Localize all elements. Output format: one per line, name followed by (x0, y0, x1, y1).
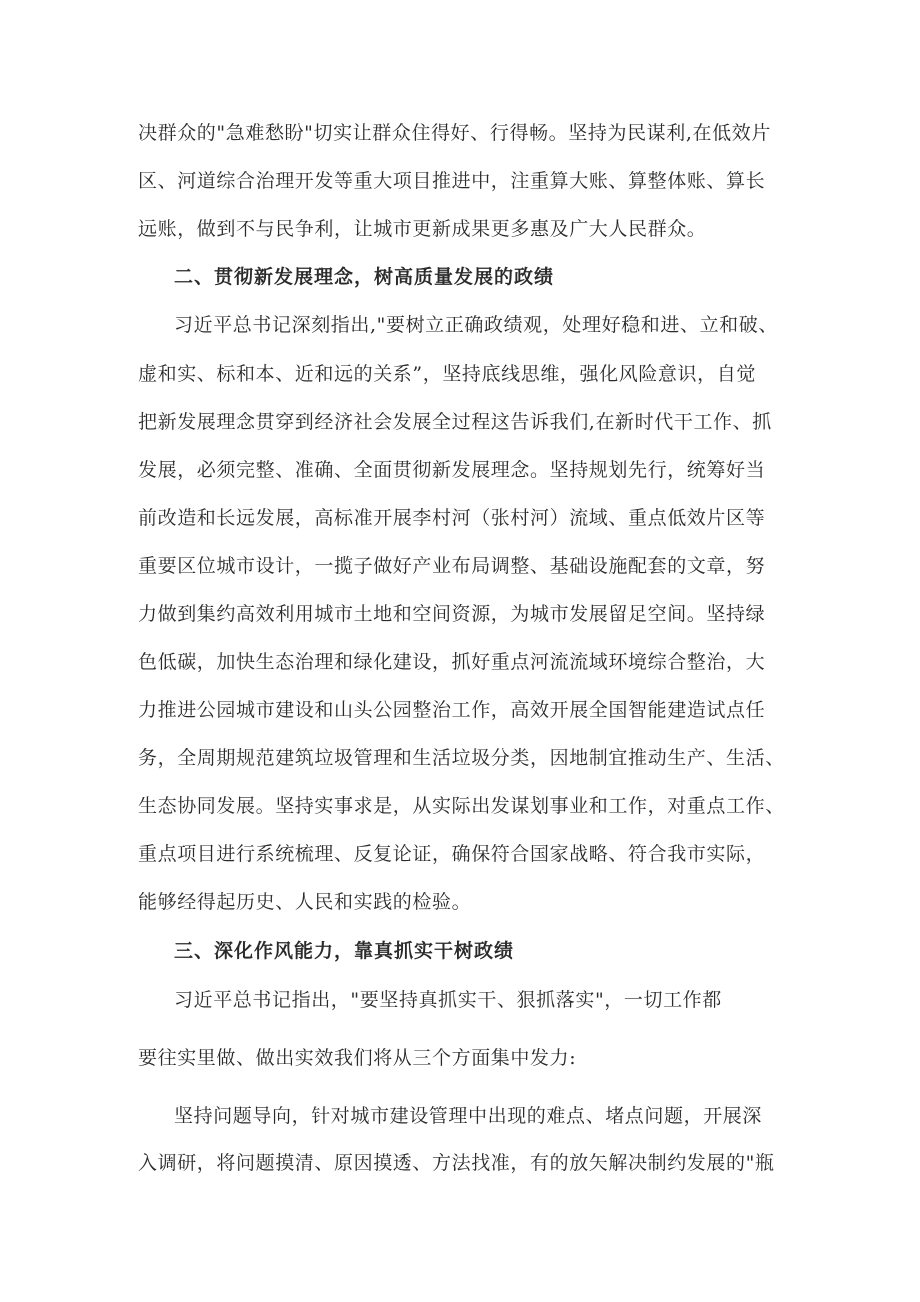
text-line: 要往实里做、做出实效我们将从三个方面集中发力: (138, 1047, 577, 1069)
text-line: 力推进公园城市建设和山头公园整治工作，高效开展全国智能建造试点任 (138, 699, 766, 721)
text-line: 区、河道综合治理开发等重大项目推进中，注重算大账、算整体账、算长 (138, 170, 766, 192)
text-line: 把新发展理念贯穿到经济社会发展全过程这告诉我们,在新时代干工作、抓 (138, 411, 772, 433)
text-line: 色低碳，加快生态治理和绿化建设，抓好重点河流流域环境综合整治，大 (138, 651, 766, 673)
text-line: 习近平总书记指出，"要坚持真抓实干、狠抓落实"，一切工作都 (174, 989, 722, 1011)
text-line: 生态协同发展。坚持实事求是，从实际出发谋划事业和工作，对重点工作、 (138, 795, 785, 817)
text-line: 前改造和长远发展，高标准开展李村河（张村河）流域、重点低效片区等 (138, 507, 766, 529)
text-line: 务，全周期规范建筑垃圾管理和生活垃圾分类，因地制宜推动生产、生活、 (138, 747, 785, 769)
text-line: 坚持问题导向，针对城市建设管理中出现的难点、堵点问题，开展深 (174, 1105, 763, 1127)
text-line: 力做到集约高效利用城市土地和空间资源，为城市发展留足空间。坚持绿 (138, 603, 766, 625)
text-line: 重要区位城市设计，一揽子做好产业布局调整、基础设施配套的文章，努 (138, 555, 766, 577)
text-line: 远账，做到不与民争利，让城市更新成果更多惠及广大人民群众。 (138, 218, 707, 240)
text-line: 能够经得起历史、人民和实践的检验。 (138, 891, 472, 913)
text-line: 重点项目进行系统梳理、反复论证，确保符合国家战略、符合我市实际， (138, 843, 766, 865)
text-line: 习近平总书记深刻指出,"要树立正确政绩观，处理好稳和进、立和破、 (174, 314, 778, 336)
section-heading-2: 二、贯彻新发展理念，树高质量发展的政绩 (174, 266, 555, 288)
section-heading-3: 三、深化作风能力，靠真抓实干树政绩 (174, 940, 515, 962)
text-line: 虚和实、标和本、近和远的关系”，坚持底线思维，强化风险意识，自觉 (138, 363, 756, 385)
text-line: 发展，必须完整、准确、全面贯彻新发展理念。坚持规划先行，统筹好当 (138, 459, 766, 481)
text-line: 入调研，将问题摸清、原因摸透、方法找准，有的放矢解决制约发展的"瓶 (138, 1152, 775, 1174)
text-line: 决群众的"急难愁盼"切实让群众住得好、行得畅。坚持为民谋利,在低效片 (138, 122, 771, 144)
